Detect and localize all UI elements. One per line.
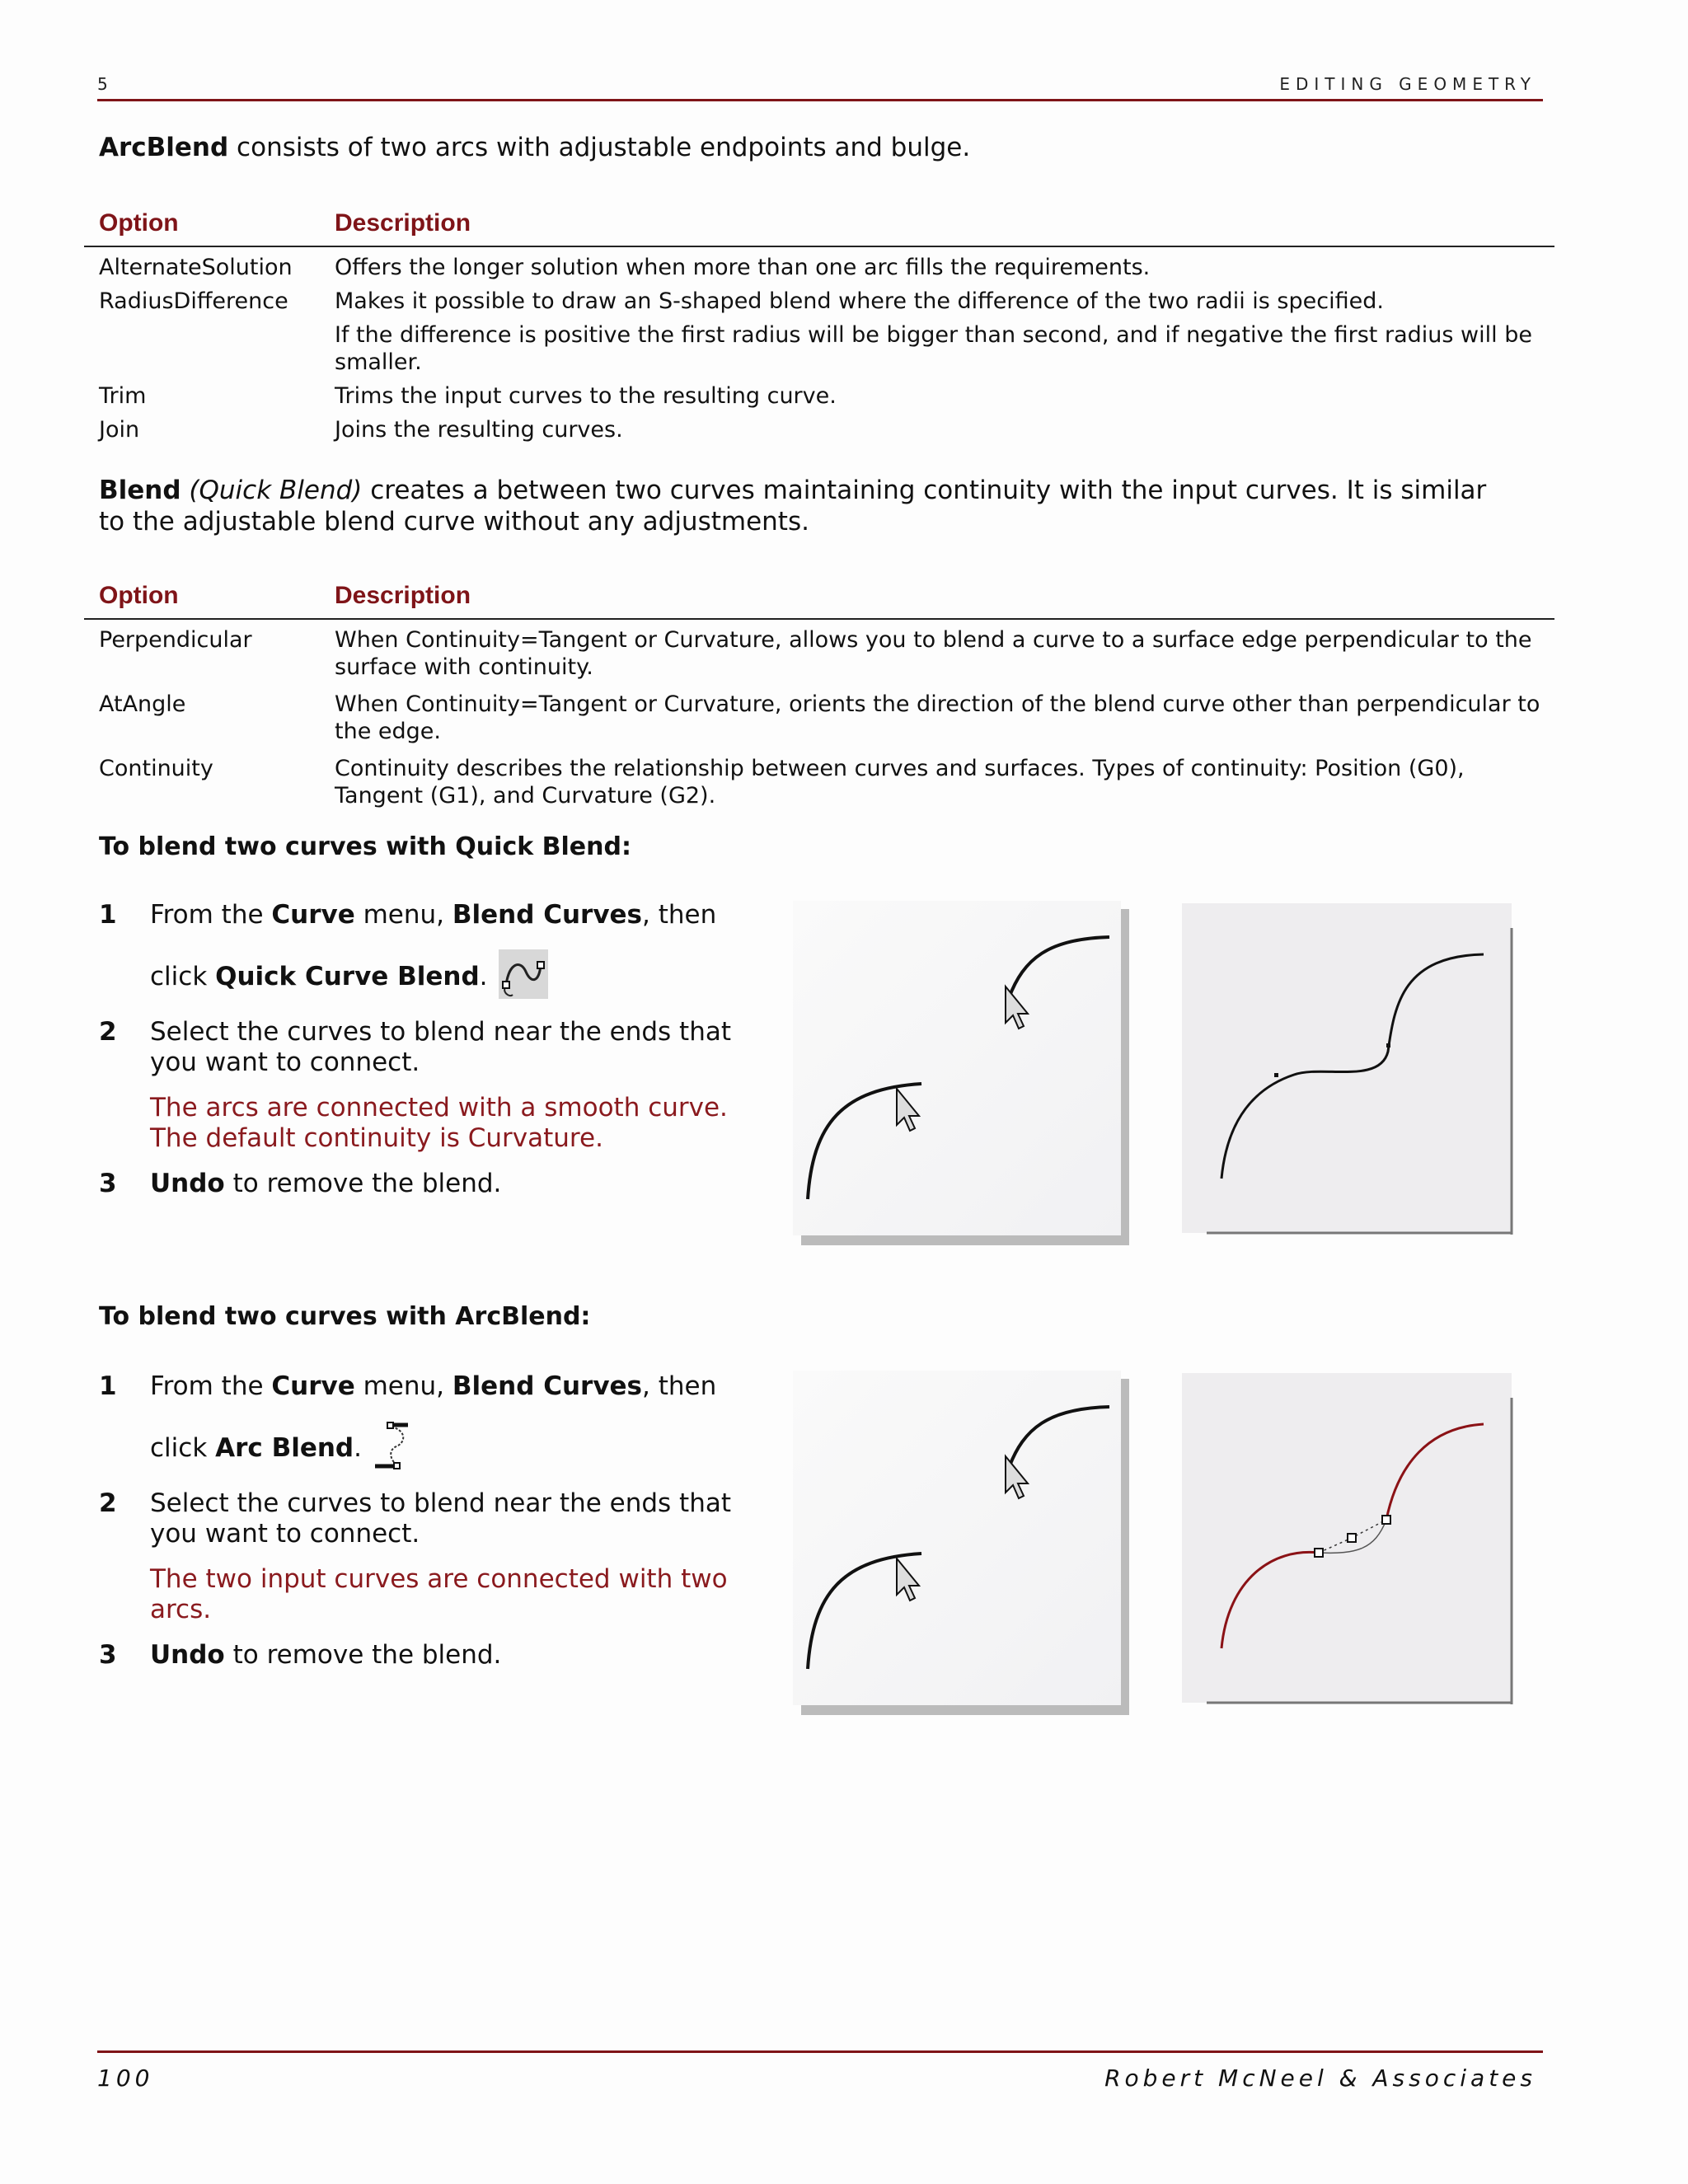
command-name: Quick Curve Blend: [215, 962, 480, 991]
arcblend-term: ArcBlend: [99, 133, 229, 162]
blend-options-table: [84, 579, 1554, 813]
menu-name: Curve: [271, 1371, 355, 1401]
step-text: menu,: [354, 1371, 452, 1401]
option-description: When Continuity=Tangent or Curvature, orients the direction of the blend curve other than perpendicular to the edge.: [335, 691, 1540, 744]
table-row: [84, 382, 1554, 410]
command-name: Undo: [150, 1169, 225, 1198]
procedure-steps-arcblend: [99, 1371, 742, 1671]
column-header-description: Description: [335, 209, 471, 237]
blend-text: creates a between two curves maintaining continuity with the input curves. It is similar to the adjustable blend curve without any adjustments.: [99, 476, 1487, 537]
figure-arcblend-after: [1182, 1373, 1515, 1706]
step-number: 2: [99, 1488, 117, 1518]
step-text: From the: [150, 900, 272, 930]
step-number: 1: [99, 900, 117, 930]
option-description: Makes it possible to draw an S-shaped blend where the difference of the two radii is specified.: [335, 288, 1384, 314]
figure-arcblend-before: [793, 1371, 1131, 1717]
header-section-title: EDITING GEOMETRY: [1279, 74, 1536, 94]
option-name: Join: [99, 417, 140, 443]
table-row: [84, 288, 1554, 376]
step-text: , then: [642, 900, 717, 930]
procedure-title-arcblend: To blend two curves with ArcBlend:: [99, 1302, 591, 1331]
step-3: [99, 1169, 742, 1199]
table-row: [84, 416, 1554, 443]
table-row: [84, 691, 1554, 745]
header-page-number: 5: [97, 74, 108, 94]
option-name: AlternateSolution: [99, 255, 293, 280]
step-1: [99, 900, 742, 1007]
step-text: to remove the blend.: [224, 1640, 502, 1670]
procedure-steps-quick-blend: [99, 900, 742, 1199]
arcblend-options-table: [84, 206, 1554, 448]
option-name: Perpendicular: [99, 627, 252, 653]
option-description: Joins the resulting curves.: [335, 417, 623, 443]
option-description: If the difference is positive the first radius will be bigger than second, and if negative the first radius will be smaller.: [335, 322, 1532, 375]
step-1: [99, 1371, 742, 1479]
step-text: Select the curves to blend near the ends that you want to connect.: [150, 1017, 731, 1077]
step-text: click: [150, 1433, 216, 1463]
step-number: 3: [99, 1640, 117, 1670]
step-text: .: [479, 962, 488, 991]
option-name: RadiusDifference: [99, 288, 288, 314]
arcblend-intro: [99, 132, 970, 163]
step-text: .: [354, 1433, 362, 1463]
arcblend-text: consists of two arcs with adjustable endpoints and bulge.: [228, 133, 971, 162]
figure-quick-blend-before: [793, 901, 1131, 1247]
running-header: [97, 73, 1543, 101]
figure-quick-blend-after: [1182, 903, 1515, 1236]
option-name: Trim: [99, 383, 147, 409]
option-name: Continuity: [99, 756, 213, 781]
submenu-name: Blend Curves: [452, 1371, 642, 1401]
column-header-description: Description: [335, 582, 471, 609]
column-header-option: Option: [99, 582, 179, 609]
step-result-note: The arcs are connected with a smooth curve. The default continuity is Curvature.: [150, 1093, 728, 1153]
step-text: to remove the blend.: [224, 1169, 502, 1198]
table-row: [84, 626, 1554, 681]
table-header: [84, 206, 1554, 247]
step-2: [99, 1488, 742, 1549]
option-name: AtAngle: [99, 691, 186, 717]
submenu-name: Blend Curves: [452, 900, 642, 930]
menu-name: Curve: [271, 900, 355, 930]
step-text: , then: [642, 1371, 717, 1401]
blend-intro: [99, 475, 1500, 537]
command-name: Undo: [150, 1640, 225, 1670]
footer-company: Robert McNeel & Associates: [1104, 2064, 1536, 2092]
step-text: click: [150, 962, 216, 991]
procedure-title-quick-blend: To blend two curves with Quick Blend:: [99, 832, 631, 861]
option-description: When Continuity=Tangent or Curvature, allows you to blend a curve to a surface edge perpendicular to the surface with continuity.: [335, 627, 1532, 680]
quick-curve-blend-icon: [498, 949, 549, 1007]
option-description: Continuity describes the relationship between curves and surfaces. Types of continuity: Position (G0), Tangent (G1), and Curvature (G2).: [335, 756, 1465, 808]
table-row: [84, 254, 1554, 281]
step-3: [99, 1640, 742, 1671]
step-result-note: The two input curves are connected with two arcs.: [150, 1564, 728, 1624]
step-number: 1: [99, 1371, 117, 1401]
arc-blend-icon: [372, 1420, 415, 1479]
step-number: 3: [99, 1169, 117, 1198]
table-header: [84, 579, 1554, 620]
running-footer: [97, 2050, 1543, 2092]
column-header-option: Option: [99, 209, 179, 237]
option-description: Offers the longer solution when more than one arc fills the requirements.: [335, 255, 1151, 280]
footer-page-number: 100: [97, 2064, 154, 2092]
blend-alias: (Quick Blend): [189, 476, 363, 505]
step-2: [99, 1017, 742, 1078]
step-text: menu,: [354, 900, 452, 930]
step-number: 2: [99, 1017, 117, 1047]
table-row: [84, 755, 1554, 809]
blend-term: Blend: [99, 476, 181, 505]
command-name: Arc Blend: [215, 1433, 354, 1463]
step-text: From the: [150, 1371, 272, 1401]
step-text: Select the curves to blend near the ends that you want to connect.: [150, 1488, 731, 1549]
option-description: Trims the input curves to the resulting curve.: [335, 383, 837, 409]
